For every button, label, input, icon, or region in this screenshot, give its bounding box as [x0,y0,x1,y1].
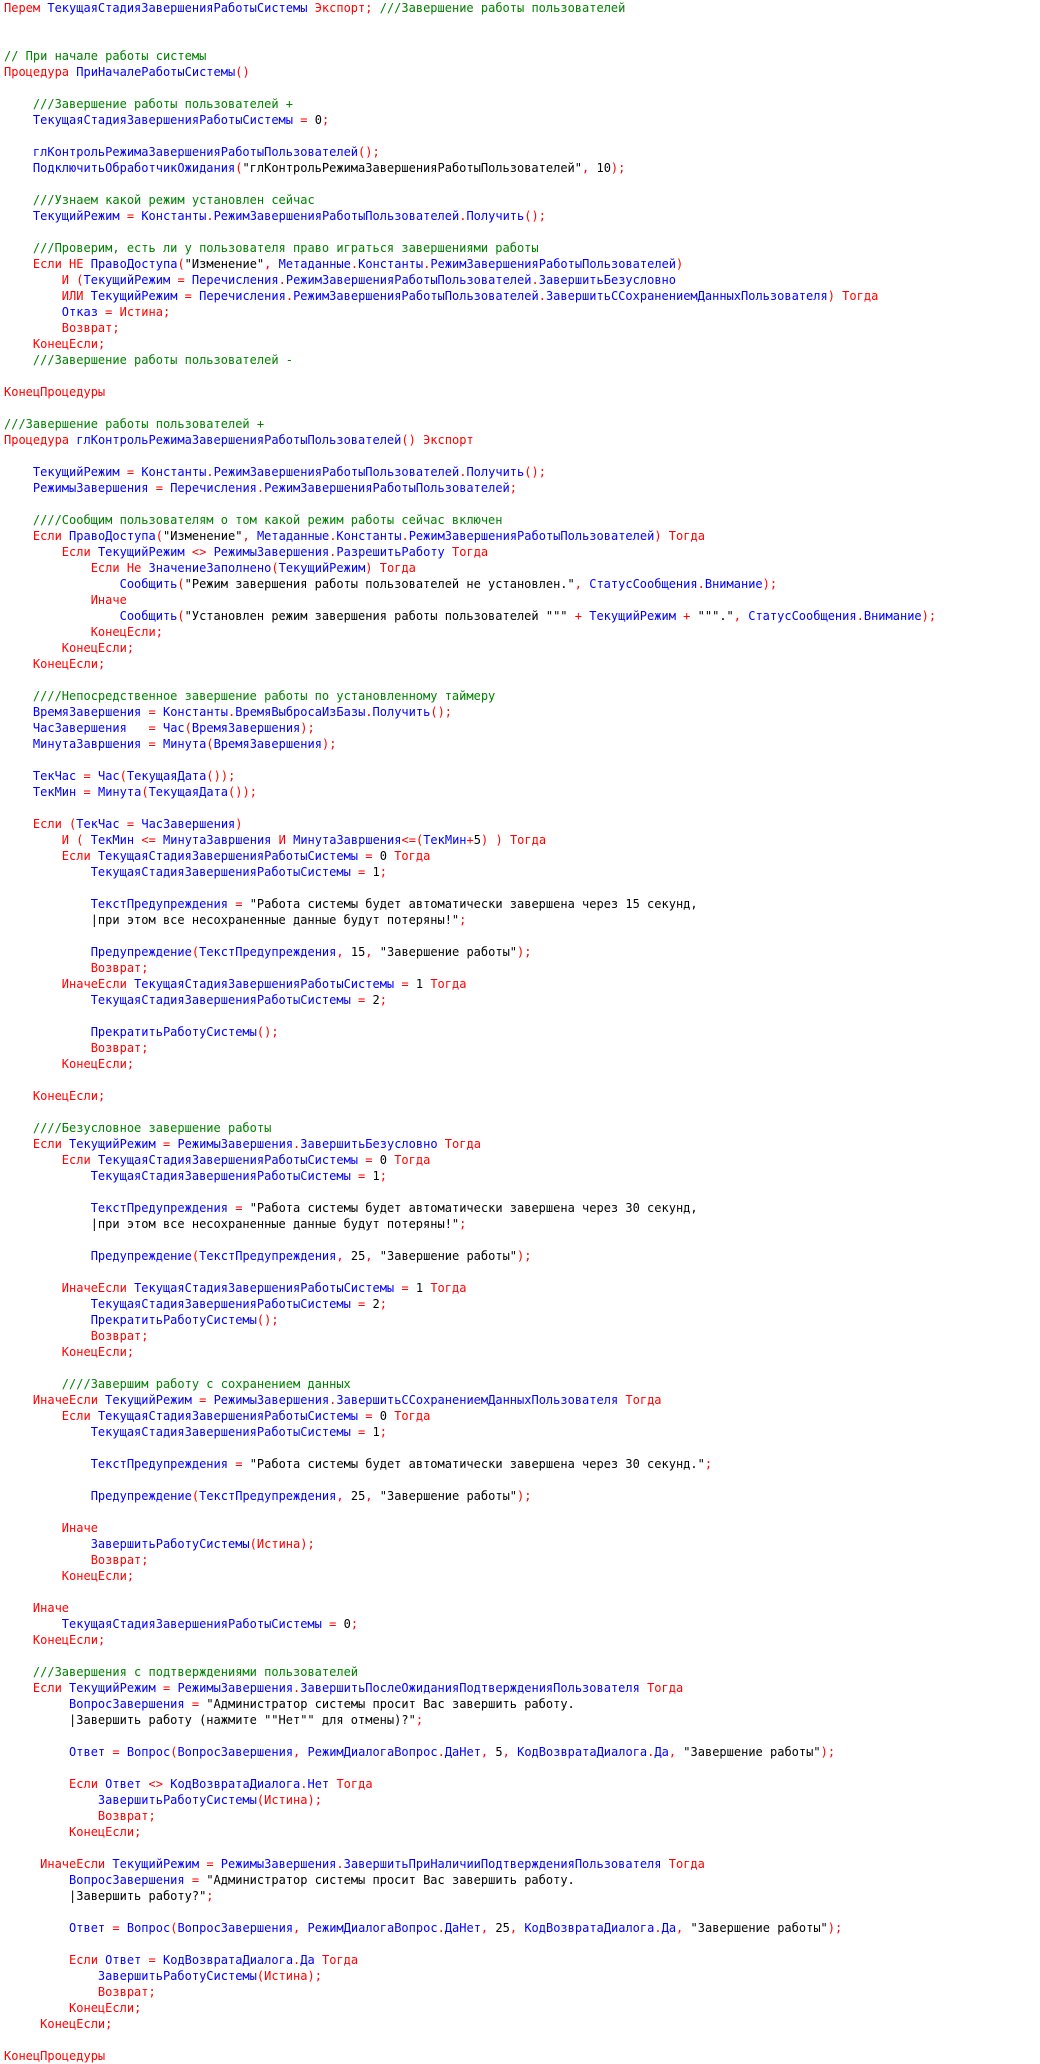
code-line [4,32,1040,48]
code-line: ЗавершитьРаботуСистемы(Истина); [90,1537,315,1551]
code-line [4,496,1040,512]
code-line: Иначе [90,593,127,607]
code-line: Возврат; [61,321,120,335]
code-line: Если ТекущаяСтадияЗавершенияРаботыСистемы = 0 Тогда [61,849,431,863]
code-line [4,1728,1040,1744]
code-line [4,880,1040,896]
code-line: ТекстПредупреждения = "Работа системы будет автоматически завершена через 30 секунд."; [90,1457,713,1471]
code-line [4,1104,1040,1120]
code-line: Если Ответ <> КодВозвратаДиалога.Нет Тогда [69,1777,373,1791]
code-line [4,928,1040,944]
code-line: КонецЕсли; [90,625,163,639]
code-line: ВопросЗавершения = "Администратор системы просит Вас завершить работу. [69,1697,575,1711]
code-line: Процедура глКонтрольРежимаЗавершенияРаботыПользователей() Экспорт [4,433,474,447]
code-line [4,1008,1040,1024]
code-line: ///Завершение работы пользователей + [4,417,265,431]
code-line: Ответ = Вопрос(ВопросЗавершения, РежимДиалогаВопрос.ДаНет, 25, КодВозвратаДиалога.Да, "Завершение работы"); [69,1921,843,1935]
code-line [4,1936,1040,1952]
code-line [4,1904,1040,1920]
code-line: КонецЕсли; [61,1569,135,1583]
code-line: Процедура ПриНачалеРаботыСистемы() [4,65,250,79]
code-line: Предупреждение(ТекстПредупреждения, 25, "Завершение работы"); [90,1249,532,1263]
code-line: ВремяЗавершения = Константы.ВремяВыбросаИзБазы.Получить(); [32,705,453,719]
code-line [4,368,1040,384]
code-line: ТекЧас = Час(ТекущаяДата()); [32,769,236,783]
code-line [4,1072,1040,1088]
code-line: ТекстПредупреждения = "Работа системы будет автоматически завершена через 15 секунд, [90,897,698,911]
code-line: Если ТекущийРежим = РежимыЗавершения.ЗавершитьПослеОжиданияПодтвержденияПользователя Тогда [32,1681,684,1695]
code-line: |при этом все несохраненные данные будут потеряны!"; [4,913,467,927]
code-line: Возврат; [97,1985,156,1999]
code-line: КонецЕсли; [61,641,135,655]
code-line: Иначе [32,1601,70,1615]
code-line: ////Сообщим пользователям о том какой режим работы сейчас включен [32,513,503,527]
code-line: ////Непосредственное завершение работы по установленному таймеру [32,689,496,703]
code-line: ///Завершение работы пользователей - [32,353,293,367]
code-line: И (ТекущийРежим = Перечисления.РежимЗавершенияРаботыПользователей.ЗавершитьБезусловно [61,273,676,287]
code-line: ЗавершитьРаботуСистемы(Истина); [97,1969,322,1983]
code-line: Отказ = Истина; [61,305,171,319]
code-line: ///Проверим, есть ли у пользователя право играться завершениями работы [32,241,539,255]
code-line: ПодключитьОбработчикОжидания("глКонтрольРежимаЗавершенияРаботыПользователей", 10); [32,161,626,175]
code-line: Ответ = Вопрос(ВопросЗавершения, РежимДиалогаВопрос.ДаНет, 5, КодВозвратаДиалога.Да, "Завершение работы"); [69,1745,836,1759]
code-line: Возврат; [97,1809,156,1823]
code-line: ИЛИ ТекущийРежим = Перечисления.РежимЗавершенияРаботыПользователей.ЗавершитьССохранениемДанныхПользователя) Тогда [61,289,879,303]
code-line [4,1760,1040,1776]
code-line: ///Завершения с подтверждениями пользователей [32,1665,359,1679]
code-line: ПрекратитьРаботуСистемы(); [90,1313,279,1327]
code-line: ////Завершим работу с сохранением данных [61,1377,351,1391]
code-line: РежимыЗавершения = Перечисления.РежимЗавершенияРаботыПользователей; [32,481,518,495]
code-line: Если Не ЗначениеЗаполнено(ТекущийРежим) Тогда [90,561,416,575]
code-line: ТекущаяСтадияЗавершенияРаботыСистемы = 0; [32,113,330,127]
code-line [4,1232,1040,1248]
code-line: ТекущийРежим = Константы.РежимЗавершенияРаботыПользователей.Получить(); [32,465,546,479]
code-line: Если ТекущаяСтадияЗавершенияРаботыСистемы = 0 Тогда [61,1153,431,1167]
code-line [4,1440,1040,1456]
code-line: КонецПроцедуры [4,2049,106,2063]
code-line: |Завершить работу?"; [4,1889,214,1903]
code-line [4,1264,1040,1280]
code-line: ///Узнаем какой режим установлен сейчас [32,193,315,207]
code-line: Возврат; [90,1329,149,1343]
code-line: Если (ТекЧас = ЧасЗавершения) [32,817,243,831]
code-line [4,1584,1040,1600]
code-line: ТекущаяСтадияЗавершенияРаботыСистемы = 0; [61,1617,359,1631]
code-line: КонецЕсли; [61,1057,135,1071]
code-line [4,1472,1040,1488]
code-line [4,672,1040,688]
code-line: ТекущаяСтадияЗавершенияРаботыСистемы = 2; [90,993,387,1007]
code-line [4,400,1040,416]
code-line: ТекстПредупреждения = "Работа системы будет автоматически завершена через 30 секунд, [90,1201,698,1215]
code-line: ТекущаяСтадияЗавершенияРаботыСистемы = 1; [90,1169,387,1183]
code-line: ИначеЕсли ТекущаяСтадияЗавершенияРаботыСистемы = 1 Тогда [61,977,467,991]
code-line [4,128,1040,144]
code-line: Перем ТекущаяСтадияЗавершенияРаботыСистемы Экспорт; ///Завершение работы пользователей [4,1,626,15]
code-line: ИначеЕсли ТекущийРежим = РежимыЗавершения.ЗавершитьПриНаличииПодтвержденияПользователя Тогда [40,1857,705,1871]
code-line: КонецПроцедуры [4,385,106,399]
code-line: КонецЕсли; [69,2001,142,2015]
code-line [4,80,1040,96]
code-line [4,176,1040,192]
code-line [4,1360,1040,1376]
code-line: КонецЕсли; [32,1633,106,1647]
code-line: Предупреждение(ТекстПредупреждения, 15, "Завершение работы"); [90,945,532,959]
code-line: КонецЕсли; [32,337,106,351]
code-line: КонецЕсли; [32,1089,106,1103]
code-line: ТекМин = Минута(ТекущаяДата()); [32,785,257,799]
code-line: ТекущаяСтадияЗавершенияРаботыСистемы = 2; [90,1297,387,1311]
code-line [4,800,1040,816]
code-line: глКонтрольРежимаЗавершенияРаботыПользователей(); [32,145,380,159]
code-line: Возврат; [90,1041,149,1055]
code-line: Если Ответ = КодВозвратаДиалога.Да Тогда [69,1953,359,1967]
code-line: КонецЕсли; [32,657,106,671]
code-line: Если ПравоДоступа("Изменение", Метаданные.Константы.РежимЗавершенияРаботыПользователей) Тогда [32,529,705,543]
code-line: Если ТекущаяСтадияЗавершенияРаботыСистемы = 0 Тогда [61,1409,431,1423]
code-line: ПрекратитьРаботуСистемы(); [90,1025,279,1039]
code-line: КонецЕсли; [61,1345,135,1359]
code-line: ////Безусловное завершение работы [32,1121,272,1135]
code-line: ЗавершитьРаботуСистемы(Истина); [97,1793,322,1807]
code-line: ЧасЗавершения = Час(ВремяЗавершения); [32,721,315,735]
code-line [4,1840,1040,1856]
code-line: ТекущийРежим = Константы.РежимЗавершенияРаботыПользователей.Получить(); [32,209,546,223]
code-line [4,448,1040,464]
code-line: Сообщить("Установлен режим завершения работы пользователей """ + ТекущийРежим + """.", СтатусСообщения.Внимание); [119,609,937,623]
code-line [4,16,1040,32]
code-line: Возврат; [90,961,149,975]
code-line: Возврат; [90,1553,149,1567]
code-line [4,2032,1040,2048]
code-line: Предупреждение(ТекстПредупреждения, 25, "Завершение работы"); [90,1489,532,1503]
code-line: КонецЕсли; [40,2017,113,2031]
code-line: ТекущаяСтадияЗавершенияРаботыСистемы = 1; [90,1425,387,1439]
code-line: МинутаЗавршения = Минута(ВремяЗавершения); [32,737,337,751]
code-line [4,1184,1040,1200]
code-line: КонецЕсли; [69,1825,142,1839]
code-line: // При начале работы системы [4,49,207,63]
code-line [4,752,1040,768]
code-line: Иначе [61,1521,98,1535]
code-line: ИначеЕсли ТекущийРежим = РежимыЗавершения.ЗавершитьССохранениемДанныхПользователя Тогда [32,1393,662,1407]
code-line: ВопросЗавершения = "Администратор системы просит Вас завершить работу. [69,1873,575,1887]
code-line [4,1504,1040,1520]
code-line: ТекущаяСтадияЗавершенияРаботыСистемы = 1; [90,865,387,879]
code-line [4,1648,1040,1664]
code-line: Если НЕ ПравоДоступа("Изменение", Метаданные.Константы.РежимЗавершенияРаботыПользователей) [32,257,684,271]
code-line: Если ТекущийРежим <> РежимыЗавершения.РазрешитьРаботу Тогда [61,545,489,559]
code-line: ///Завершение работы пользователей + [32,97,293,111]
code-line: Сообщить("Режим завершения работы пользователей не установлен.", СтатусСообщения.Внимание); [119,577,778,591]
code-line: И ( ТекМин <= МинутаЗавршения И МинутаЗавршения<=(ТекМин+5) ) Тогда [61,833,547,847]
code-line: |при этом все несохраненные данные будут потеряны!"; [4,1217,467,1231]
code-line: |Завершить работу (нажмите ""Нет"" для отмены)?"; [4,1713,424,1727]
code-line [4,224,1040,240]
code-line: ИначеЕсли ТекущаяСтадияЗавершенияРаботыСистемы = 1 Тогда [61,1281,467,1295]
code-line: Если ТекущийРежим = РежимыЗавершения.ЗавершитьБезусловно Тогда [32,1137,481,1151]
